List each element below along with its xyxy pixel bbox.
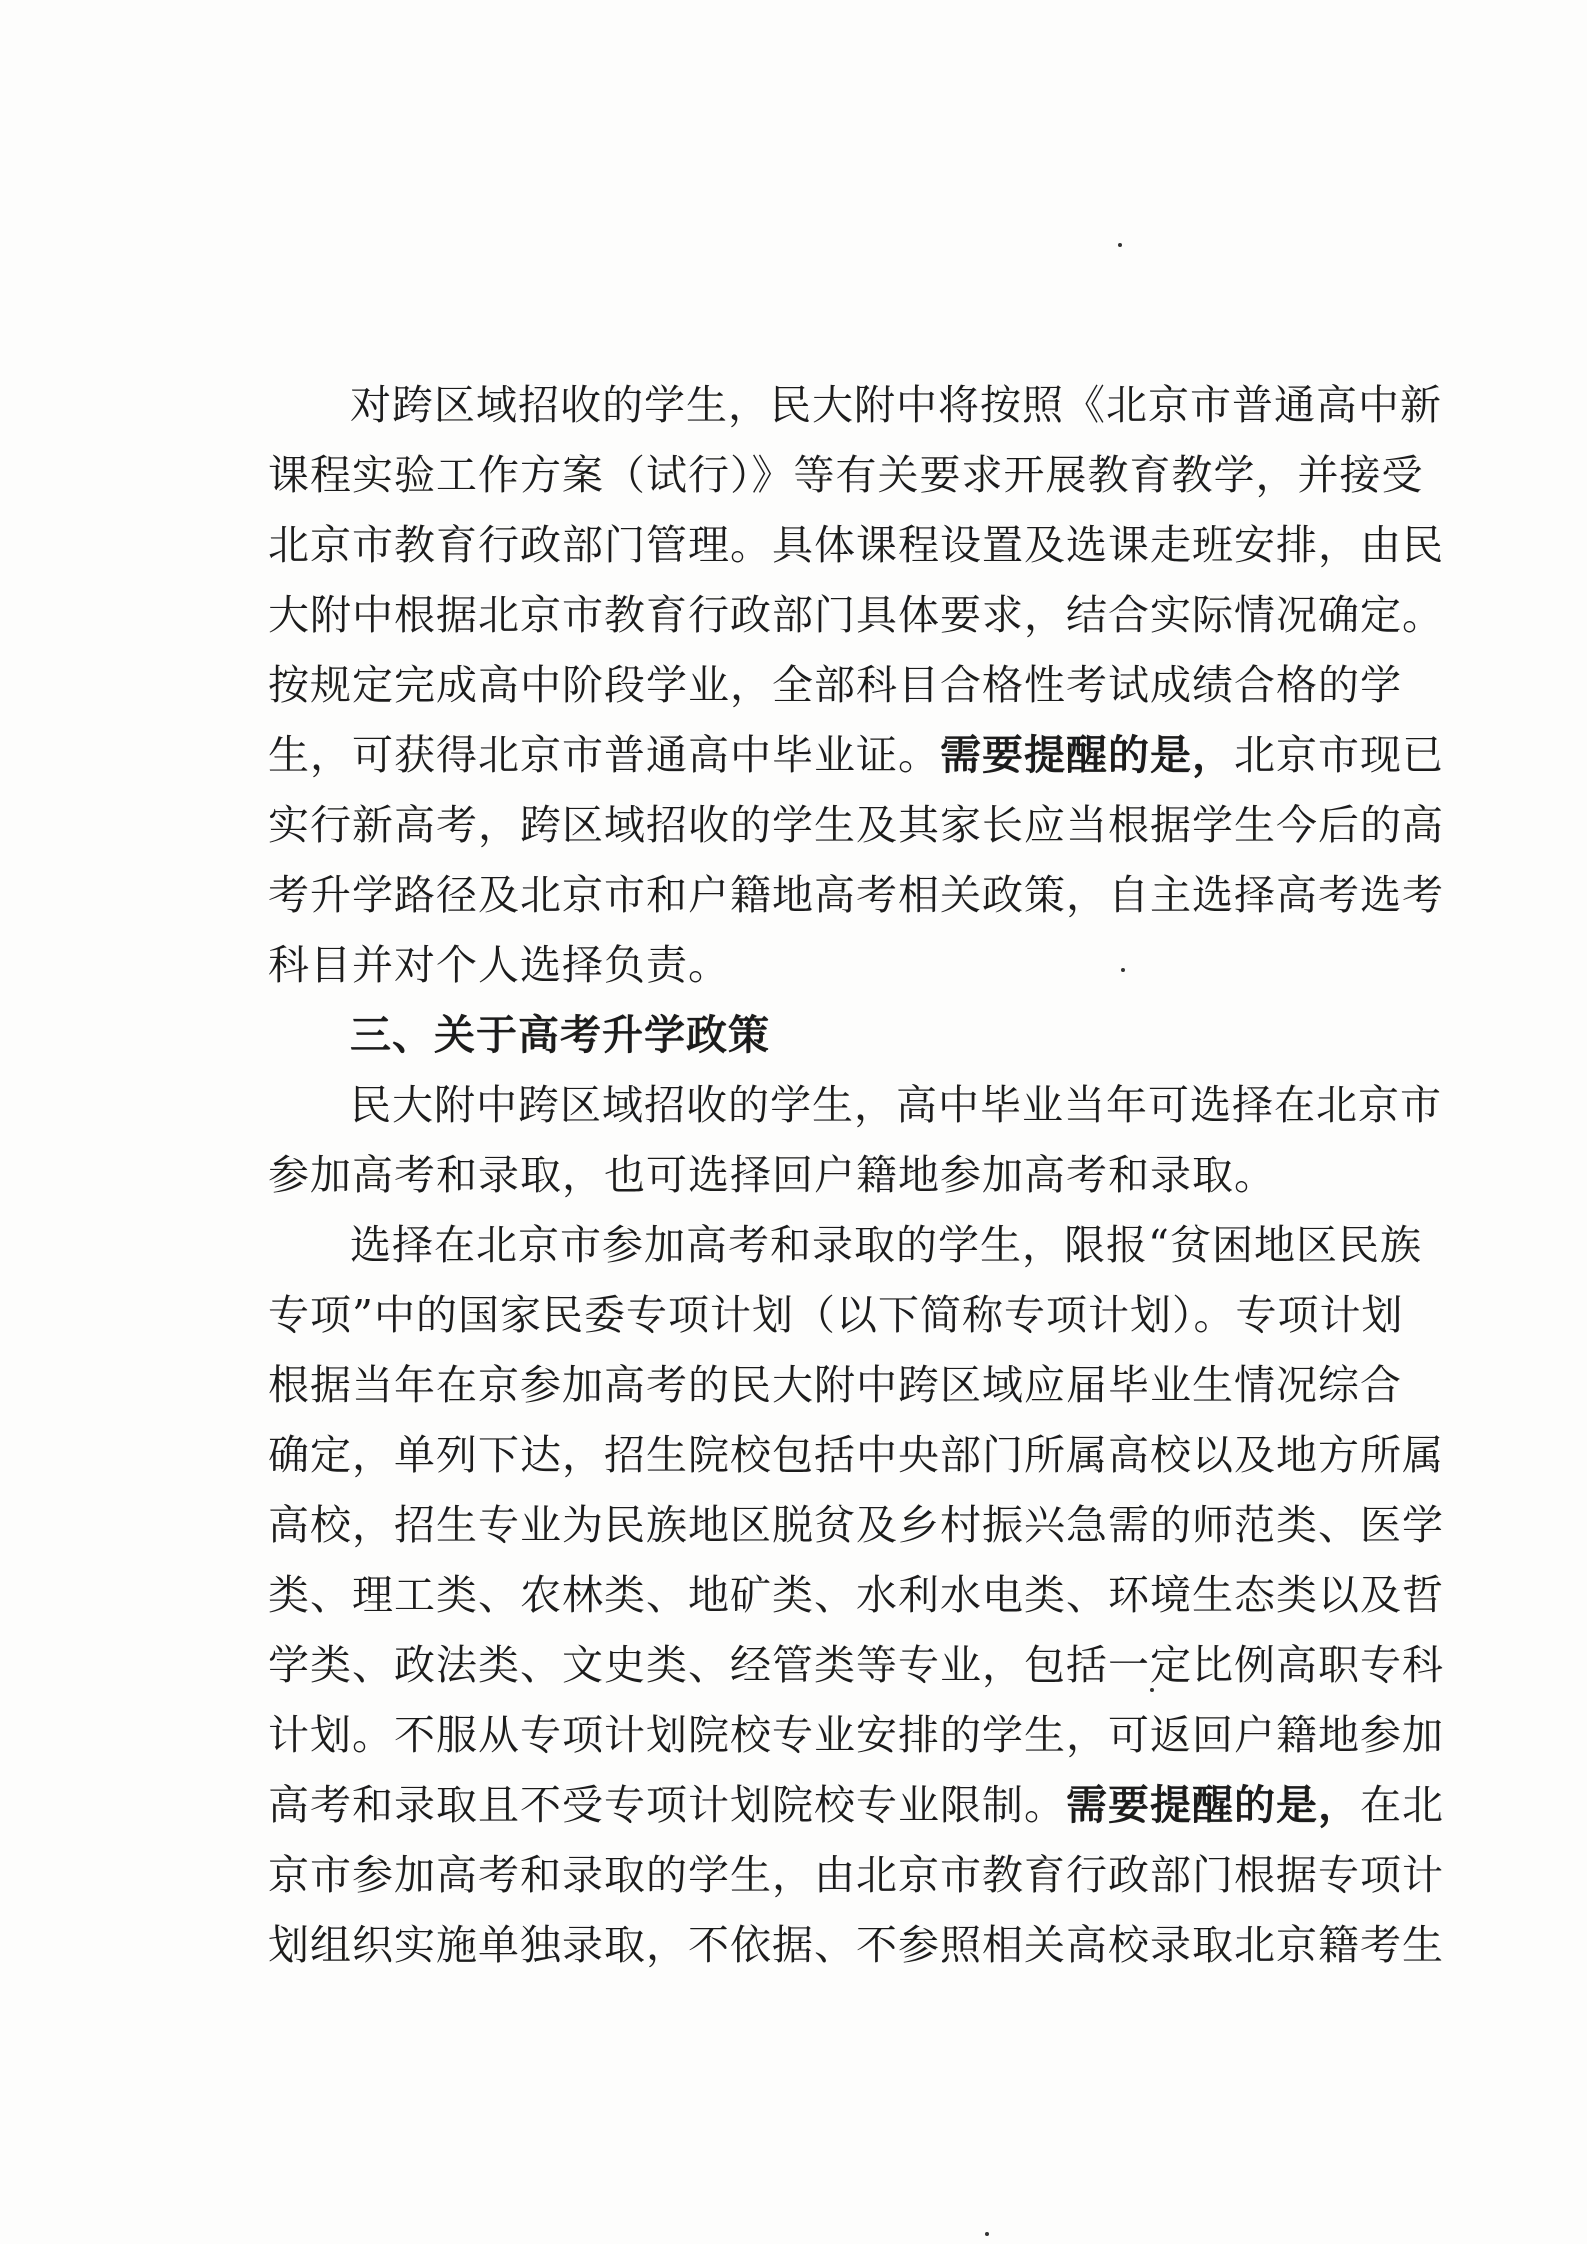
text-line: 学类、政法类、文史类、经管类等专业，包括一定比例高职专科	[268, 1641, 1444, 1689]
text-segment: 生，可获得北京市普通高中毕业证。	[268, 731, 940, 779]
text-segment: 北京市现已	[1234, 731, 1444, 779]
text-line: 参加高考和录取，也可选择回户籍地参加高考和录取。	[268, 1151, 1276, 1199]
text-segment: 在北	[1360, 1781, 1444, 1829]
text-line: 课程实验工作方案（试行）》等有关要求开展教育教学，并接受	[268, 451, 1424, 499]
paragraph-exam-choice	[268, 1070, 1442, 1210]
paragraph-curriculum	[268, 370, 1444, 1000]
text-line: 根据当年在京参加高考的民大附中跨区域应届毕业生情况综合	[268, 1361, 1402, 1409]
reminder-emphasis: 需要提醒的是，	[940, 731, 1234, 779]
scan-speck	[1118, 243, 1122, 247]
heading-exam-policy: 三、关于高考升学政策	[350, 1011, 770, 1059]
paragraph-special-plan	[268, 1210, 1444, 1980]
text-line	[268, 1770, 1444, 1840]
document-body	[268, 370, 1444, 1980]
text-line: 高校，招生专业为民族地区脱贫及乡村振兴急需的师范类、医学	[268, 1501, 1444, 1549]
text-line: 按规定完成高中阶段学业，全部科目合格性考试成绩合格的学	[268, 661, 1402, 709]
text-line: 实行新高考，跨区域招收的学生及其家长应当根据学生今后的高	[268, 801, 1444, 849]
text-line: 类、理工类、农林类、地矿类、水利水电类、环境生态类以及哲	[268, 1571, 1444, 1619]
reminder-emphasis: 需要提醒的是，	[1066, 1781, 1360, 1829]
text-line: 科目并对个人选择负责。	[268, 941, 730, 989]
text-line	[268, 720, 1444, 790]
text-line: 京市参加高考和录取的学生，由北京市教育行政部门根据专项计	[268, 1851, 1444, 1899]
section-heading	[268, 1000, 1388, 1070]
text-line: 民大附中跨区域招收的学生，高中毕业当年可选择在北京市	[350, 1081, 1442, 1129]
text-line: 确定，单列下达，招生院校包括中央部门所属高校以及地方所属	[268, 1431, 1444, 1479]
text-line: 划组织实施单独录取，不依据、不参照相关高校录取北京籍考生	[268, 1921, 1444, 1969]
text-line: 选择在北京市参加高考和录取的学生，限报“贫困地区民族	[350, 1221, 1422, 1269]
text-line: 专项”中的国家民委专项计划（以下简称专项计划）。专项计划	[268, 1291, 1404, 1339]
text-line: 对跨区域招收的学生，民大附中将按照《北京市普通高中新	[350, 381, 1442, 429]
scan-speck	[985, 2232, 989, 2236]
text-line: 考升学路径及北京市和户籍地高考相关政策，自主选择高考选考	[268, 871, 1444, 919]
text-segment: 高考和录取且不受专项计划院校专业限制。	[268, 1781, 1066, 1829]
text-line: 北京市教育行政部门管理。具体课程设置及选课走班安排，由民	[268, 521, 1444, 569]
text-line: 计划。不服从专项计划院校专业安排的学生，可返回户籍地参加	[268, 1711, 1444, 1759]
text-line: 大附中根据北京市教育行政部门具体要求，结合实际情况确定。	[268, 591, 1444, 639]
